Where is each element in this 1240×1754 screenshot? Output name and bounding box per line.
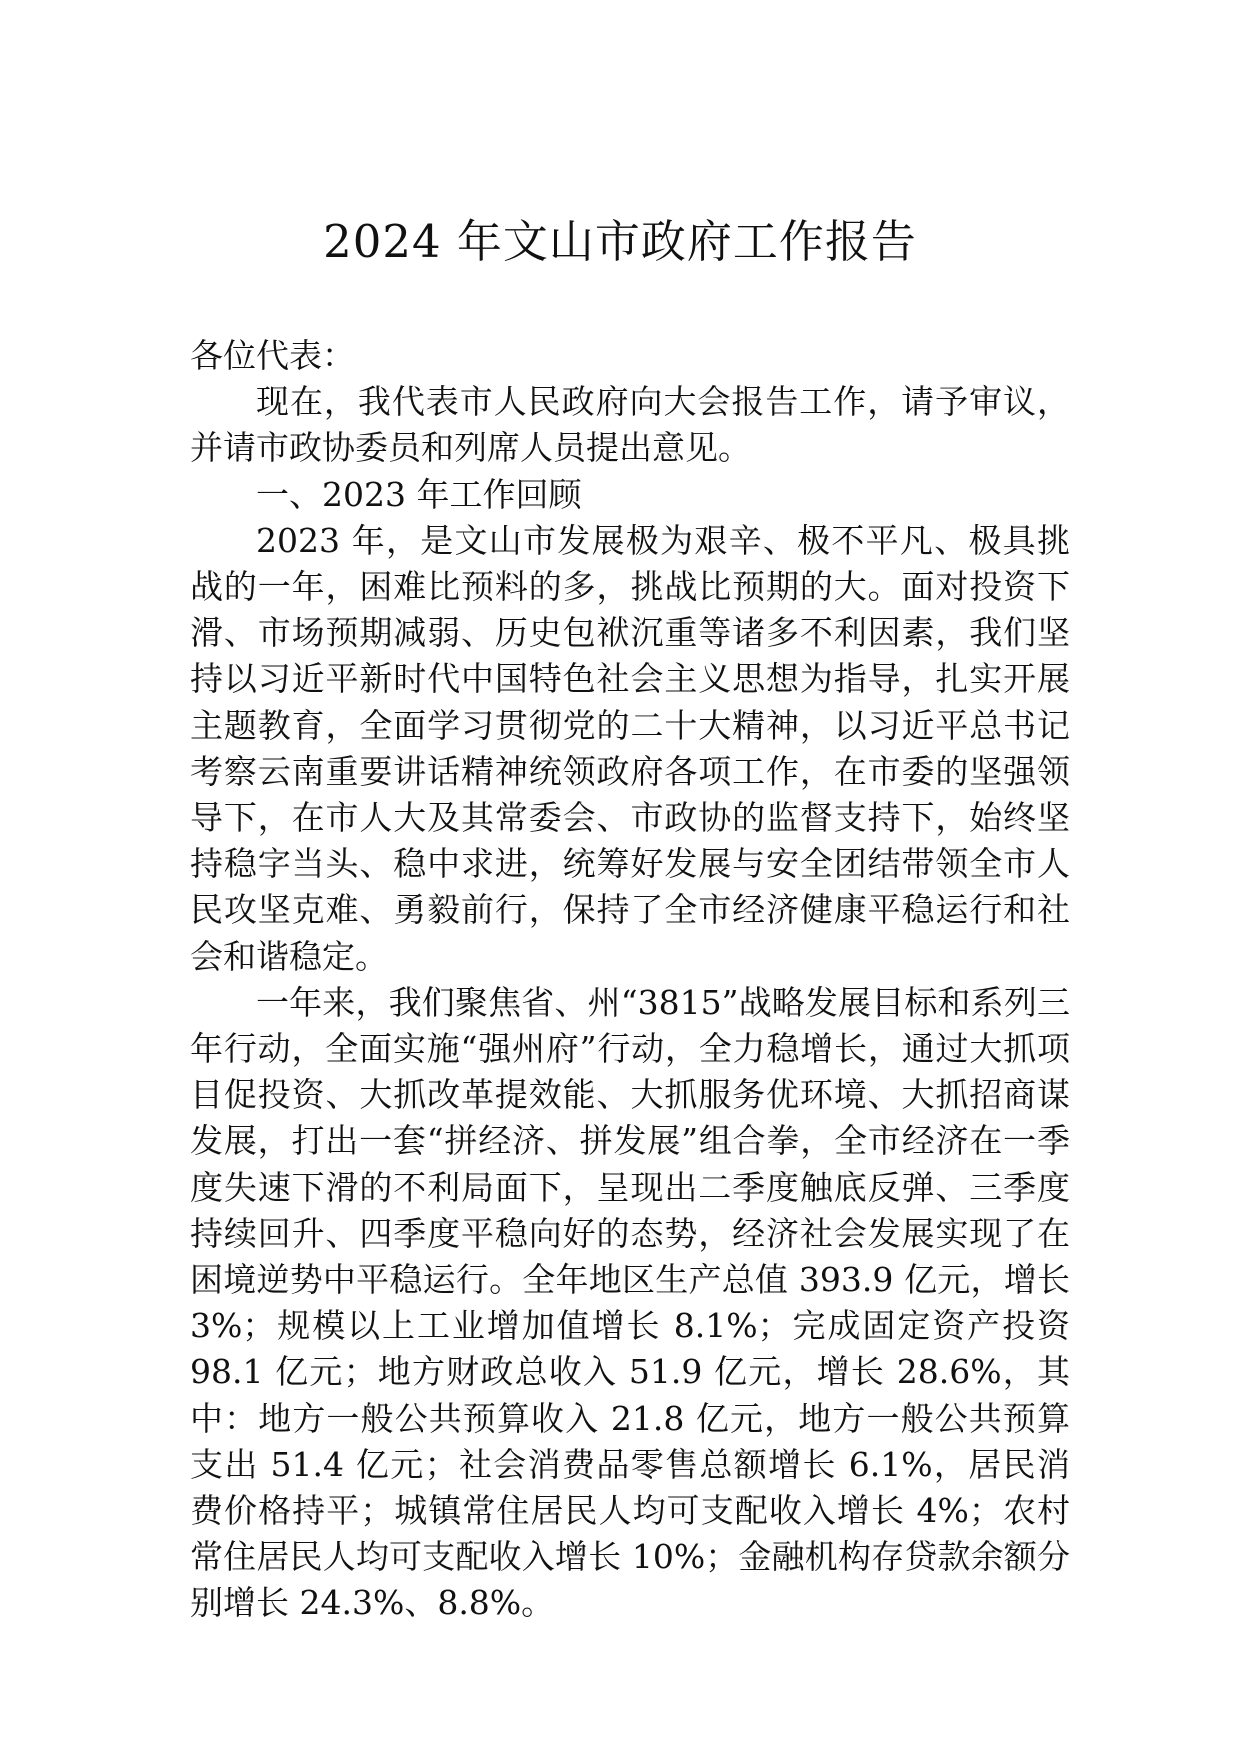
document-body xyxy=(190,333,1070,1627)
document-title: 2024 年文山市政府工作报告 xyxy=(323,215,917,268)
achievements-paragraph: 一年来，我们聚焦省、州“3815”战略发展目标和系列三年行动，全面实施“强州府”行动，全力稳增长，通过大抓项目促投资、大抓改革提效能、大抓服务优环境、大抓招商谋发展，打出一套“拼经济、拼发展”组合拳，全市经济在一季度失速下滑的不利局面下，呈现出二季度触底反弹、三季度持续回升、四季度平稳向好的态势，经济社会发展实现了在困境逆势中平稳运行。全年地区生产总值 393.9 亿元，增长 3%；规模以上工业增加值增长 8.1%；完成固定资产投资 98.1 亿元；地方财政总收入 51.9 亿元，增长 28.6%，其中：地方一般公共预算收入 21.8 亿元，地方一般公共预算支出 51.4 亿元；社会消费品零售总额增长 6.1%，居民消费价格持平；城镇常住居民人均可支配收入增长 4%；农村常住居民人均可支配收入增长 10%；金融机构存贷款余额分别增长 24.3%、8.8%。 xyxy=(190,982,1070,1623)
salutation: 各位代表： xyxy=(190,336,355,375)
section-heading: 一、2023 年工作回顾 xyxy=(256,474,582,514)
opening-paragraph: 现在，我代表市人民政府向大会报告工作，请予审议，并请市政协委员和列席人员提出意见。 xyxy=(190,382,1070,468)
review-paragraph: 2023 年，是文山市发展极为艰辛、极不平凡、极具挑战的一年，困难比预料的多，挑战比预期的大。面对投资下滑、市场预期减弱、历史包袱沉重等诸多不利因素，我们坚持以习近平新时代中国特色社会主义思想为指导，扎实开展主题教育，全面学习贯彻党的二十大精神，以习近平总书记考察云南重要讲话精神统领政府各项工作，在市委的坚强领导下，在市人大及其常委会、市政协的监督支持下，始终坚持稳字当头、稳中求进，统筹好发展与安全团结带领全市人民攻坚克难、勇毅前行，保持了全市经济健康平稳运行和社会和谐稳定。 xyxy=(190,520,1070,976)
